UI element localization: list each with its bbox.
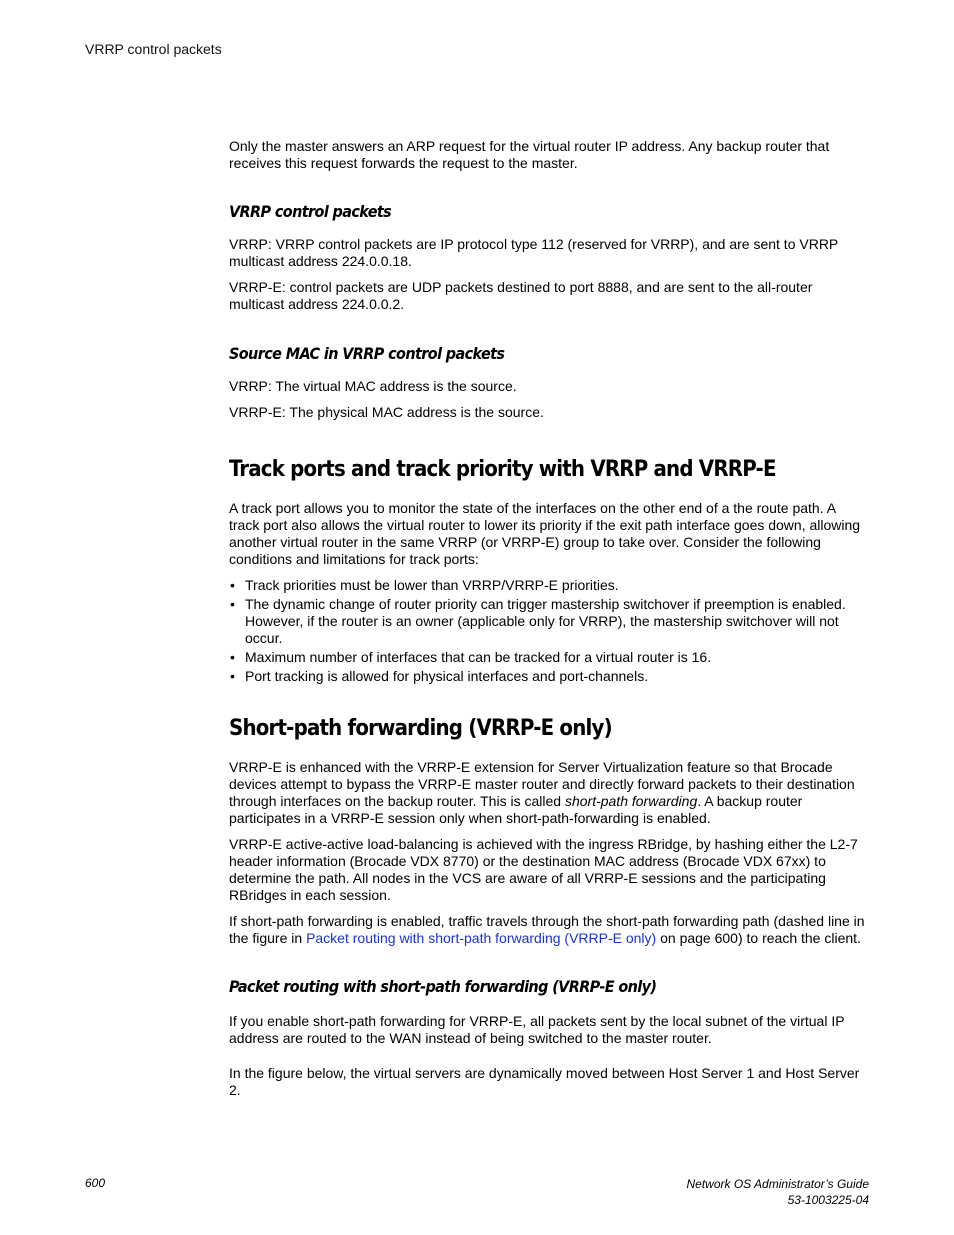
control-packets-vrrpe: VRRP-E: control packets are UDP packets destined to port 8888, and are sent to the all-router multicast address 224.0.0.2. xyxy=(229,279,813,312)
intro-paragraph: Only the master answers an ARP request for the virtual router IP address. Any backup router that receives this request forwards the request to the master. xyxy=(229,138,830,171)
section-title-track-ports: Track ports and track priority with VRRP and VRRP-E xyxy=(229,457,776,482)
packet-routing-paragraph-1: If you enable short-path forwarding for VRRP-E, all packets sent by the local subnet of the virtual IP address are routed to the WAN instead of being switched to the master router. xyxy=(229,1013,845,1046)
list-item: • The dynamic change of router priority can trigger mastership switchover if preemption is enabled. However, if the router is an owner (applicable only for VRRP), the mastership switchover will not occur. xyxy=(229,596,865,647)
footer-doc-info xyxy=(686,1176,869,1208)
short-path-paragraph-3: If short-path forwarding is enabled, traffic travels through the short-path forwarding path (dashed line in the figure in Packet routing with short-path forwarding (VRRP-E only) on page 600) to reach the client. xyxy=(229,913,865,946)
track-ports-paragraph: A track port allows you to monitor the state of the interfaces on the other end of a the route path. A track port also allows the virtual router to lower its priority if the exit path interface goes down, allowing another virtual router in the same VRRP (or VRRP-E) group to take over. Consider the following conditions and limitations for track ports: xyxy=(229,500,861,567)
list-item: • Port tracking is allowed for physical interfaces and port-channels. xyxy=(229,668,865,685)
source-mac-vrrpe: VRRP-E: The physical MAC address is the source. xyxy=(229,404,544,420)
subsection-title-control-packets: VRRP control packets xyxy=(229,202,392,221)
list-item: • Maximum number of interfaces that can be tracked for a virtual router is 16. xyxy=(229,649,865,666)
doc-number: 53-1003225-04 xyxy=(787,1193,869,1207)
page-content xyxy=(229,138,865,1108)
control-packets-vrrp: VRRP: VRRP control packets are IP protocol type 112 (reserved for VRRP), and are sent to VRRP multicast address 224.0.0.18. xyxy=(229,236,839,269)
subsection-title-source-mac: Source MAC in VRRP control packets xyxy=(229,344,505,363)
short-path-paragraph-2: VRRP-E active-active load-balancing is achieved with the ingress RBridge, by hashing either the L2-7 header information (Brocade VDX 8770) or the destination MAC address (Brocade VDX 67xx) to determine the path. All nodes in the VCS are aware of all VRRP-E sessions and the participating RBridges in each session. xyxy=(229,836,858,903)
subsection-title-packet-routing: Packet routing with short-path forwarding (VRRP-E only) xyxy=(229,977,657,996)
emphasis-term: short-path forwarding xyxy=(564,793,698,809)
short-path-paragraph-1: VRRP-E is enhanced with the VRRP-E extension for Server Virtualization feature so that Brocade devices attempt to bypass the VRRP-E master router and directly forward packets to their destination through interfaces on the backup router. This is called short-path forwarding. A backup router participates in a VRRP-E session only when short-path-forwarding is enabled. xyxy=(229,759,855,826)
page-number: 600 xyxy=(85,1176,106,1190)
source-mac-vrrp: VRRP: The virtual MAC address is the source. xyxy=(229,378,517,394)
doc-title: Network OS Administrator’s Guide xyxy=(686,1177,869,1191)
track-ports-list xyxy=(229,577,865,685)
packet-routing-paragraph-2: In the figure below, the virtual servers are dynamically moved between Host Server 1 and Host Server 2. xyxy=(229,1065,860,1098)
list-item: • Track priorities must be lower than VRRP/VRRP-E priorities. xyxy=(229,577,865,594)
section-title-short-path: Short-path forwarding (VRRP-E only) xyxy=(229,716,612,741)
cross-reference-link[interactable]: Packet routing with short-path forwarding (VRRP-E only) xyxy=(306,930,657,946)
running-header: VRRP control packets xyxy=(85,41,222,57)
